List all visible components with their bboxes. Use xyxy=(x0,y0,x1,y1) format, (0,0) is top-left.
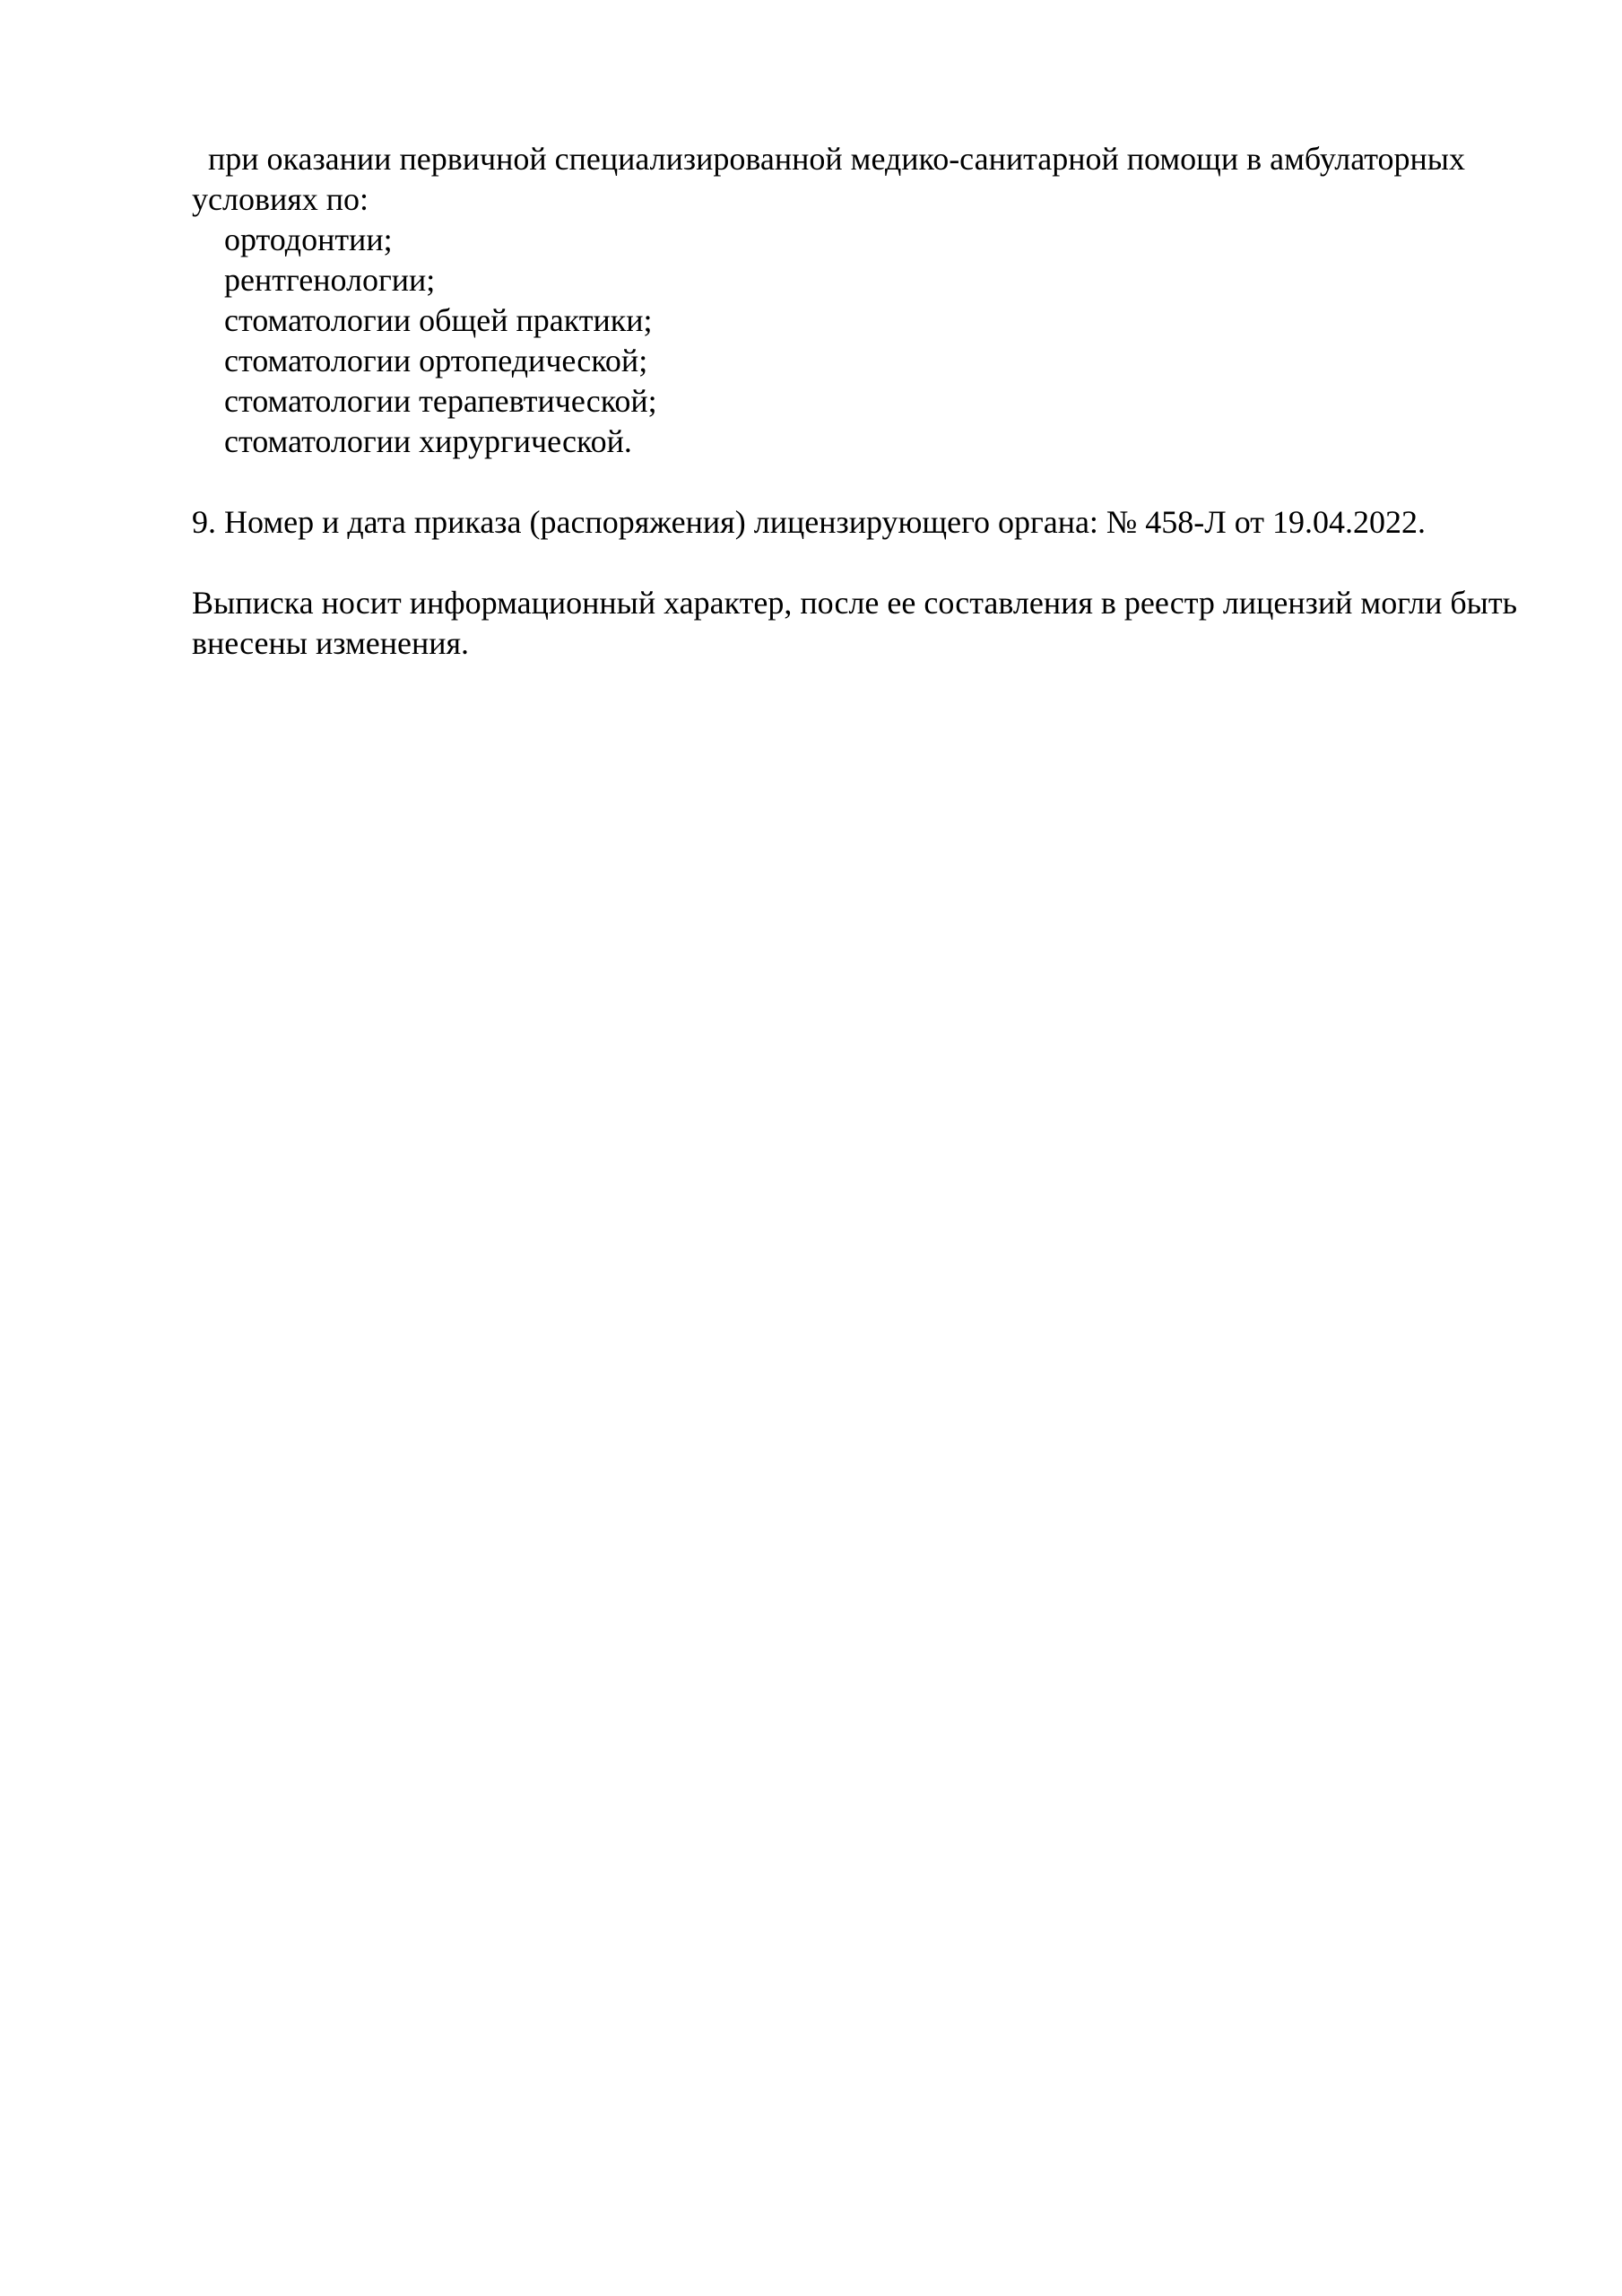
specialties-list xyxy=(192,220,1537,462)
intro-text-line-2: условиях по: xyxy=(192,181,369,217)
paragraph-spacer xyxy=(192,543,1537,583)
document-body xyxy=(192,139,1537,664)
list-item: ортодонтии; xyxy=(224,222,393,257)
disclaimer-line-1: Выписка носит информационный характер, после ее составления в реестр лицензий могли быть xyxy=(192,585,1518,621)
list-item: рентгенологии; xyxy=(224,262,436,298)
paragraph-spacer xyxy=(192,462,1537,502)
disclaimer-line-2: внесены изменения. xyxy=(192,625,470,661)
list-item: стоматологии хирургической. xyxy=(224,423,632,459)
list-item: стоматологии общей практики; xyxy=(224,302,653,338)
list-item: стоматологии терапевтической; xyxy=(224,383,657,419)
list-item: стоматологии ортопедической; xyxy=(224,343,648,378)
intro-text-line-1: при оказании первичной специализированной медико-санитарной помощи в амбулаторных xyxy=(208,141,1465,177)
order-number-paragraph: 9. Номер и дата приказа (распоряжения) лицензирующего органа: № 458-Л от 19.04.2022. xyxy=(192,504,1426,540)
